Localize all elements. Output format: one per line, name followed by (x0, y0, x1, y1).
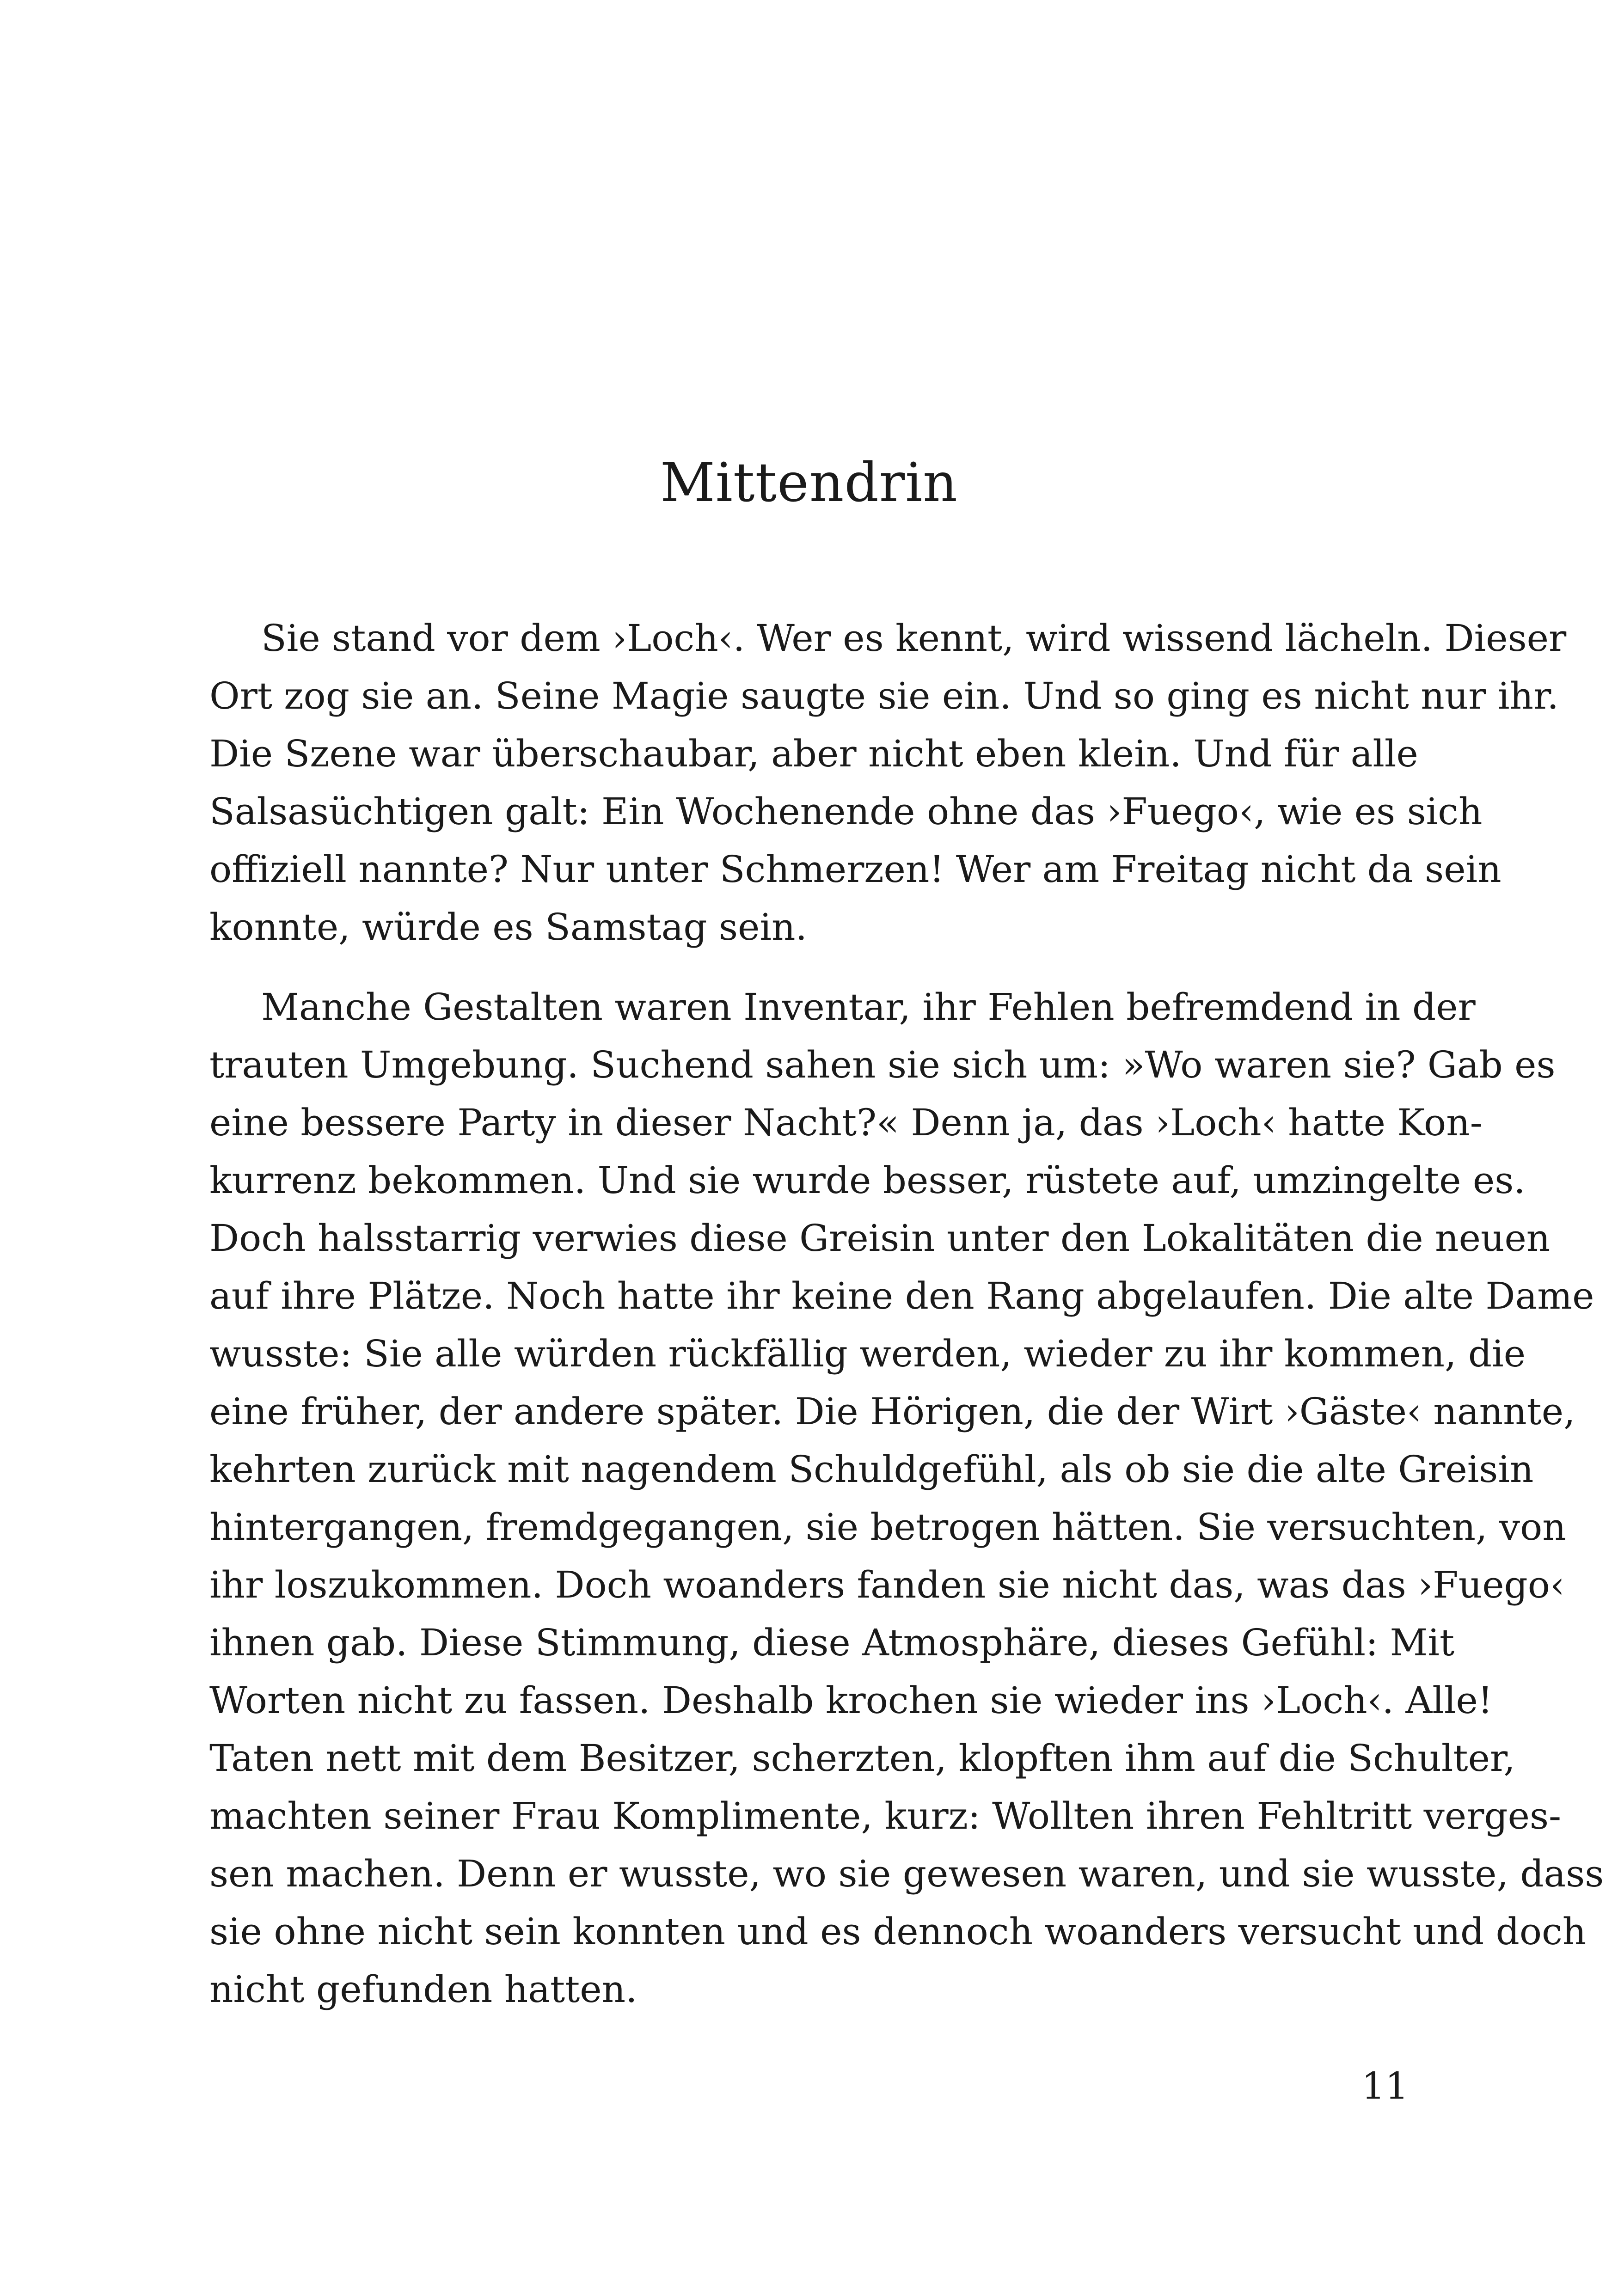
text-line: kehrten zurück mit nagendem Schuldgefühl, als ob sie die alte Greisin (209, 1448, 1534, 1491)
text-line: Manche Gestalten waren Inventar, ihr Fehlen befremdend in der (261, 986, 1476, 1029)
body-text (209, 609, 1604, 2018)
text-line: sie ohne nicht sein konnten und es dennoch woanders versucht und doch (209, 1910, 1587, 1953)
text-line: Sie stand vor dem ›Loch‹. Wer es kennt, wird wissend lächeln. Dieser (261, 617, 1567, 660)
text-line: ihr loszukommen. Doch woanders fanden sie nicht das, was das ›Fuego‹ (209, 1563, 1565, 1606)
text-line: Worten nicht zu fassen. Deshalb krochen sie wieder ins ›Loch‹. Alle! (209, 1679, 1493, 1722)
chapter-title: Mittendrin (660, 452, 958, 514)
text-line: auf ihre Plätze. Noch hatte ihr keine den Rang abgelaufen. Die alte Dame (209, 1274, 1594, 1317)
text-line: nicht gefunden hatten. (209, 1968, 637, 2011)
paragraph (209, 609, 1567, 956)
text-line: hintergangen, fremdgegangen, sie betrogen hätten. Sie versuchten, von (209, 1506, 1566, 1549)
text-line: Taten nett mit dem Besitzer, scherzten, klopften ihm auf die Schulter, (209, 1737, 1515, 1780)
paragraph-spacer (209, 956, 1409, 978)
text-line: kurrenz bekommen. Und sie wurde besser, rüstete auf, umzingelte es. (209, 1159, 1526, 1202)
text-line: machten seiner Frau Komplimente, kurz: Wollten ihren Fehltritt verges- (209, 1794, 1562, 1837)
text-line: konnte, würde es Samstag sein. (209, 906, 807, 949)
text-line: eine bessere Party in dieser Nacht?« Denn ja, das ›Loch‹ hatte Kon- (209, 1101, 1483, 1144)
text-line: Die Szene war überschaubar, aber nicht eben klein. Und für alle (209, 732, 1418, 775)
text-line: Salsasüchtigen galt: Ein Wochenende ohne das ›Fuego‹, wie es sich (209, 790, 1483, 833)
text-line: Ort zog sie an. Seine Magie saugte sie ein. Und so ging es nicht nur ihr. (209, 674, 1559, 717)
text-line: sen machen. Denn er wusste, wo sie gewesen waren, und sie wusste, dass (209, 1852, 1604, 1895)
page-number: 11 (1361, 2064, 1409, 2107)
text-line: ihnen gab. Diese Stimmung, diese Atmosphäre, dieses Gefühl: Mit (209, 1621, 1455, 1664)
paragraph (209, 978, 1604, 2018)
text-line: trauten Umgebung. Suchend sahen sie sich um: »Wo waren sie? Gab es (209, 1043, 1556, 1086)
text-line: wusste: Sie alle würden rückfällig werden, wieder zu ihr kommen, die (209, 1332, 1526, 1375)
text-line: Doch halsstarrig verwies diese Greisin unter den Lokalitäten die neuen (209, 1217, 1551, 1260)
text-line: offiziell nannte? Nur unter Schmerzen! Wer am Freitag nicht da sein (209, 848, 1502, 891)
text-line: eine früher, der andere später. Die Hörigen, die der Wirt ›Gäste‹ nannte, (209, 1390, 1575, 1433)
